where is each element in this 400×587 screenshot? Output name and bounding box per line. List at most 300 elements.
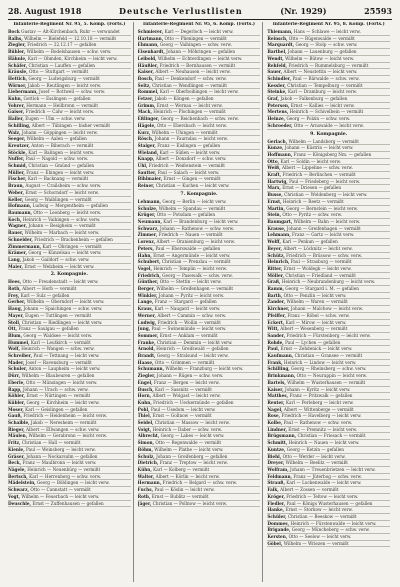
entry-name: Krüger, bbox=[137, 212, 156, 218]
entry-name: Schindler, bbox=[267, 75, 292, 81]
entry-text: Wilhelm — Blaubeuren — gefallen bbox=[21, 373, 95, 379]
list-item bbox=[138, 366, 261, 373]
list-item bbox=[138, 183, 261, 190]
entry-text: Wilhelm — Uhingen — vermißt bbox=[151, 129, 218, 135]
list-item bbox=[8, 373, 131, 380]
entry-text: Ernst — Gollnow — vermißt bbox=[152, 413, 212, 419]
entry-text: Friedrich — Rummelsburg — vermißt bbox=[288, 62, 369, 68]
entry-text: Christian — Hall — vermißt bbox=[21, 440, 81, 446]
list-item bbox=[8, 183, 131, 190]
entry-name: Schreiber, bbox=[8, 353, 33, 359]
list-item bbox=[138, 69, 261, 76]
entry-name: Schwarz, bbox=[8, 487, 29, 493]
list-item bbox=[267, 76, 390, 83]
entry-text: Ludwig — Mergentheim — gefallen bbox=[32, 203, 108, 209]
list-item bbox=[138, 474, 261, 481]
list-item bbox=[8, 96, 131, 103]
entry-name: Grimm, bbox=[137, 102, 156, 108]
entry-text: Paul — Weinsberg — leicht verw. bbox=[26, 446, 96, 452]
entry-text: Albert — Neuhausen — leicht verw. bbox=[155, 69, 231, 75]
list-item bbox=[8, 299, 131, 306]
list-item bbox=[8, 474, 131, 481]
entry-name: Braun, bbox=[8, 183, 25, 189]
entry-text: Christian — Friesack — vermißt bbox=[297, 433, 366, 439]
issue-date: 28. August 1918 bbox=[8, 6, 82, 16]
entry-name: Gerber, bbox=[8, 299, 26, 305]
list-item bbox=[267, 206, 390, 213]
list-item bbox=[138, 150, 261, 157]
entry-text: Friedrich — Havelberg — leicht verw. bbox=[281, 413, 362, 419]
list-item bbox=[8, 393, 131, 400]
entry-name: Hettich, bbox=[8, 75, 28, 81]
list-item bbox=[267, 232, 390, 239]
list-item bbox=[8, 333, 131, 340]
list-item bbox=[138, 226, 261, 233]
entry-name: Kraft, bbox=[267, 172, 282, 178]
list-item bbox=[8, 413, 131, 420]
list-item bbox=[267, 420, 390, 427]
entry-name: Ludwig, bbox=[137, 319, 157, 325]
entry-text: Friedrich — Fürstenberg — leicht verw. bbox=[286, 332, 371, 338]
issue-number: (Nr. 1929) bbox=[280, 6, 327, 16]
list-item bbox=[267, 340, 390, 347]
entry-text: Heinrich — Nauen — leicht verw. bbox=[288, 440, 360, 446]
entry-text: Wilhelm — Wriezen — vermißt bbox=[283, 540, 349, 546]
entry-text: Ernst — Premnitz — leicht verw. bbox=[288, 426, 358, 432]
list-item bbox=[138, 156, 261, 163]
entry-text: Karl — Herrenberg — schw. verw. bbox=[29, 473, 102, 479]
list-item bbox=[8, 203, 131, 210]
page-header bbox=[8, 6, 392, 18]
entry-text: Ernst — Kallies — leicht verw. bbox=[290, 102, 355, 108]
entry-text: Franz — Gartz — leicht verw. bbox=[292, 232, 355, 238]
entry-text: Anton — Biberach — vermißt bbox=[31, 142, 94, 148]
list-item bbox=[267, 346, 390, 353]
entry-text: Christian — Prenzlau — vermißt bbox=[161, 259, 231, 265]
entry-name: Heinze, bbox=[267, 116, 286, 122]
entry-name: Dietrich, bbox=[137, 460, 159, 466]
entry-name: Pohl, bbox=[137, 406, 150, 412]
list-item bbox=[267, 179, 390, 186]
list-item bbox=[8, 29, 131, 36]
entry-name: Graß, bbox=[267, 279, 281, 285]
entry-name: Mader, bbox=[8, 359, 25, 365]
entry-name: Kunze, bbox=[267, 145, 284, 151]
entry-text: Wilhelm — Bahn — leicht verw. bbox=[293, 218, 361, 224]
entry-text: Heinrich — Schivelbein — vermißt bbox=[289, 109, 364, 115]
entry-name: Kaiser, bbox=[267, 386, 284, 392]
list-item bbox=[138, 279, 261, 286]
entry-name: Neumann, bbox=[137, 218, 162, 224]
entry-text: Otto — Potsdam — gefallen bbox=[156, 212, 216, 218]
entry-text: Johann — Neckarsulm — gefallen bbox=[26, 453, 98, 459]
entry-text: Wilhelm — Bütow — leicht verw. bbox=[285, 55, 355, 61]
entry-text: Otto — Münsingen — leicht verw. bbox=[26, 379, 98, 385]
entry-name: Dommes, bbox=[267, 520, 290, 526]
list-item bbox=[8, 420, 131, 427]
entry-name: Marquardt, bbox=[267, 42, 295, 48]
list-item bbox=[267, 387, 390, 394]
entry-text: Paul — Lychen — gefallen bbox=[285, 339, 341, 345]
entry-text: Wilhelm — Bielefeld — 12.10.18 — vermißt bbox=[24, 35, 117, 41]
entry-name: Leibold, bbox=[137, 55, 157, 61]
entry-name: Böhm, bbox=[137, 446, 153, 452]
list-item bbox=[138, 212, 261, 219]
entry-name: Nuffer, bbox=[8, 156, 25, 162]
entry-name: Schäfer, bbox=[8, 62, 28, 68]
entry-name: Brigande, bbox=[267, 527, 291, 533]
list-item bbox=[267, 96, 390, 103]
list-item bbox=[267, 427, 390, 434]
entry-name: Kuhn, bbox=[137, 399, 152, 405]
list-item bbox=[138, 253, 261, 260]
entry-text: Georg — Kirchheim — leicht verw. bbox=[26, 399, 100, 405]
entry-text: Wilhelm — Greifenhagen — vermißt bbox=[156, 286, 234, 292]
list-item bbox=[267, 279, 390, 286]
list-item bbox=[8, 143, 131, 150]
entry-name: Hähnle, bbox=[8, 55, 27, 61]
entry-name: Gauß, bbox=[8, 413, 22, 419]
list-item bbox=[267, 286, 390, 293]
list-item bbox=[138, 373, 261, 380]
entry-name: Häußler, bbox=[137, 62, 159, 68]
entry-text: Johann — Möhringen — gefallen bbox=[166, 49, 236, 55]
entry-name: Wolfram, bbox=[267, 467, 289, 472]
entry-text: Gottlob — Esslingen — gefallen bbox=[23, 96, 91, 102]
list-item bbox=[8, 487, 131, 494]
entry-text: Josef — Ravensburg — vermißt bbox=[25, 359, 92, 365]
entry-name: Köhler, bbox=[8, 393, 25, 399]
entry-text: Karl — Kolberg — vermißt bbox=[153, 467, 210, 472]
entry-text: Josef — Rottweil — schw. verw. bbox=[39, 89, 106, 95]
entry-name: Eßlinger, bbox=[137, 116, 160, 122]
list-item bbox=[8, 320, 131, 327]
entry-text: Christian — Pollnow — leicht verw. bbox=[152, 500, 228, 506]
entry-name: Peters, bbox=[137, 245, 154, 251]
entry-text: Karl — Penkun — gefallen bbox=[282, 239, 338, 245]
entry-text: Christian — Gransee — vermißt bbox=[294, 353, 363, 359]
entry-name: Schüler, bbox=[267, 513, 287, 519]
entry-name: Petersen, bbox=[267, 102, 290, 108]
entry-text: Franz — Eislingen — gefallen bbox=[157, 142, 221, 148]
list-item bbox=[267, 467, 390, 474]
entry-text: Paul — Friedeberg — leicht verw. bbox=[289, 178, 361, 184]
list-item bbox=[267, 433, 390, 440]
list-item bbox=[8, 123, 131, 130]
entry-name: Kraus, bbox=[137, 306, 154, 312]
list-item bbox=[138, 454, 261, 461]
entry-text: Ernst — Bublitz — vermißt bbox=[151, 493, 209, 499]
entry-name: Vogt, bbox=[8, 493, 20, 499]
list-item bbox=[267, 165, 390, 172]
entry-text: Karl — Luckenwalde — leicht verw. bbox=[286, 480, 362, 486]
list-item bbox=[267, 393, 390, 400]
entry-text: Franz — Bergen — leicht verw. bbox=[153, 379, 220, 385]
entry-name: Simon, bbox=[137, 440, 155, 446]
entry-name: Otto, bbox=[267, 158, 280, 164]
entry-text: Jakob — Köngen — gefallen bbox=[154, 96, 214, 102]
list-item bbox=[138, 83, 261, 90]
entry-text: Karl — Geislingen — gefallen bbox=[25, 406, 88, 412]
list-item bbox=[267, 413, 390, 420]
entry-name: Weiß, bbox=[267, 165, 281, 171]
entry-name: Göbel, bbox=[267, 540, 283, 546]
entry-name: Wagner, bbox=[8, 223, 28, 229]
list-item bbox=[8, 69, 131, 76]
entry-name: Wendt, bbox=[267, 55, 284, 61]
entry-text: Eugen — Ulm — schw. verw. bbox=[25, 116, 86, 122]
entry-name: Mädelstein, bbox=[8, 480, 36, 486]
entry-text: Ernst — Woldegk — leicht verw. bbox=[283, 265, 352, 271]
entry-text: Otto — Penzlin — leicht verw. bbox=[283, 292, 347, 298]
list-item bbox=[138, 360, 261, 367]
entry-text: Jakob — Falkenburg — gefallen bbox=[280, 96, 348, 102]
entry-name: Kessler, bbox=[267, 82, 286, 88]
list-item bbox=[138, 232, 261, 239]
entry-name: Zimmermann, bbox=[8, 243, 42, 249]
entry-text: Franz — Stargard — gefallen bbox=[154, 299, 217, 305]
column-heading: Infanterie-Regiment Nr. 95, 5. Komp. (Forts.) bbox=[13, 22, 126, 27]
list-item bbox=[267, 259, 390, 266]
list-item bbox=[8, 501, 131, 508]
entry-name: Frey, bbox=[8, 292, 20, 298]
entry-text: Ernst — Zehdenick — leicht verw. bbox=[280, 346, 353, 352]
list-item bbox=[267, 480, 390, 487]
entry-name: Horn, bbox=[137, 393, 152, 399]
entry-name: Schilling, bbox=[8, 122, 31, 128]
entry-name: Ritter, bbox=[267, 265, 283, 271]
entry-name: Sautter, bbox=[137, 169, 157, 175]
entry-text: Otto — Stuttgart — vermißt bbox=[29, 69, 89, 75]
list-item bbox=[8, 109, 131, 116]
entry-text: Franz — Saulgau — gefallen bbox=[18, 326, 79, 332]
list-item bbox=[8, 130, 131, 137]
entry-name: Mertens, bbox=[267, 109, 289, 115]
entry-text: Otto — Seelow — leicht verw. bbox=[288, 534, 352, 540]
entry-name: Gaiser, bbox=[8, 109, 25, 115]
entry-name: Barthel, bbox=[267, 49, 287, 55]
entry-name: Seitz, bbox=[137, 82, 151, 88]
entry-text: Franz — Maulbronn — leicht verw. bbox=[22, 460, 97, 466]
entry-name: Fischer, bbox=[8, 176, 27, 182]
entry-name: Marx, bbox=[267, 185, 281, 191]
list-item bbox=[267, 212, 390, 219]
list-item bbox=[138, 136, 261, 143]
entry-text: Georg — Rheinsberg — schw. verw. bbox=[291, 366, 367, 372]
entry-name: Rieger, bbox=[8, 426, 25, 432]
entry-text: Albert — Lippehne — schw. verw. bbox=[281, 165, 353, 171]
entry-name: Wörner, bbox=[8, 82, 27, 88]
list-item bbox=[138, 116, 261, 123]
list-item bbox=[267, 380, 390, 387]
entry-text: Albert — Horb — vermißt bbox=[22, 286, 77, 292]
entry-name: Fuchs, bbox=[137, 487, 154, 493]
entry-text: Georg — Berlin — leicht verw. bbox=[162, 198, 227, 204]
entry-text: Christian — Friedland — vermißt bbox=[285, 272, 356, 278]
list-item bbox=[8, 156, 131, 163]
list-item bbox=[267, 56, 390, 63]
list-item bbox=[138, 89, 261, 96]
entry-name: Krämer, bbox=[8, 250, 28, 256]
entry-name: Fiedler, bbox=[267, 500, 286, 506]
list-item bbox=[8, 250, 131, 257]
list-item bbox=[138, 380, 261, 387]
entry-name: Knapp, bbox=[137, 156, 155, 162]
entry-text: Friedrich — Heidenheim — leicht verw. bbox=[23, 413, 108, 419]
entry-name: Roth, bbox=[8, 286, 21, 292]
entry-name: Heinrich, bbox=[267, 259, 290, 265]
entry-name: Kuhn, bbox=[8, 96, 23, 102]
entry-text: Friedrich — Berlinchen — vermißt bbox=[282, 172, 356, 178]
list-item bbox=[8, 454, 131, 461]
entry-text: Johann — Pyritz — leicht verw. bbox=[158, 292, 225, 298]
list-item bbox=[138, 447, 261, 454]
entry-name: Steinke, bbox=[267, 89, 287, 95]
entry-name: Kurz, bbox=[137, 129, 151, 135]
entry-text: Heinrich — Fürstenwalde — leicht verw. bbox=[290, 520, 377, 526]
entry-name: Blum, bbox=[8, 332, 23, 338]
entry-name: Kräusle, bbox=[8, 69, 28, 75]
entry-text: Paul — Salach — leicht verw. bbox=[157, 169, 220, 175]
entry-text: Otto — Plieningen — vermißt bbox=[164, 35, 227, 41]
entry-text: Christian — Kuchen — leicht verw. bbox=[155, 183, 230, 189]
entry-text: Paul — Bärwalde — schw. verw. bbox=[292, 75, 360, 81]
entry-text: Johann — Lauenburg — gefallen bbox=[287, 49, 357, 55]
entry-text: Paul — Swinemünde — leicht verw. bbox=[151, 326, 227, 332]
entry-text: Friedrich — 22.12.17 — gefallen bbox=[27, 42, 97, 48]
entry-name: Witt, bbox=[267, 326, 279, 332]
list-item bbox=[8, 210, 131, 217]
entry-name: Schuler, bbox=[8, 366, 28, 372]
entry-text: Otto — Arnswalde — leicht verw. bbox=[293, 122, 364, 128]
entry-text: Franz — Röbel — schw. verw. bbox=[287, 312, 350, 318]
entry-name: Kienle, bbox=[8, 446, 25, 452]
entry-name: Bihlmaier, bbox=[137, 176, 163, 182]
entry-name: Schubert, bbox=[137, 259, 161, 265]
list-item bbox=[267, 239, 390, 246]
entry-name: Nagel, bbox=[267, 406, 283, 412]
header-rule bbox=[8, 19, 392, 20]
entry-text: Wilhelm — Waren — vermißt bbox=[286, 299, 348, 305]
entry-text: Friedrich — Calw — leicht verw. bbox=[25, 109, 95, 115]
entry-text: Wilhelm — Feuerbach — leicht verw. bbox=[21, 493, 100, 499]
list-item bbox=[8, 467, 131, 474]
entry-name: Gerlach, bbox=[267, 138, 288, 144]
entry-text: Ernst — Angermünde — leicht verw. bbox=[153, 252, 231, 258]
list-item bbox=[138, 494, 261, 501]
list-item bbox=[267, 172, 390, 179]
list-item bbox=[267, 152, 390, 159]
entry-text: Heinrich — Reetz — vermißt bbox=[282, 198, 344, 204]
list-item bbox=[138, 387, 261, 394]
list-item bbox=[8, 176, 131, 183]
entry-name: Jung, bbox=[137, 326, 151, 332]
entry-name: Baumann, bbox=[8, 209, 32, 215]
list-item bbox=[8, 264, 131, 271]
entry-text: Karl — Balingen — leicht verw. bbox=[28, 149, 95, 155]
entry-name: Winkler, bbox=[137, 292, 158, 298]
entry-name: Rehfeld, bbox=[267, 62, 287, 68]
list-item bbox=[138, 103, 261, 110]
entry-name: Sander, bbox=[267, 332, 286, 338]
entry-name: Haug, bbox=[8, 306, 23, 312]
list-item bbox=[8, 217, 131, 224]
entry-name: Stoll, bbox=[8, 319, 21, 325]
entry-name: Wolf, bbox=[8, 346, 20, 352]
list-item bbox=[138, 340, 261, 347]
entry-name: Busse, bbox=[267, 192, 283, 198]
list-item bbox=[267, 116, 390, 123]
list-item bbox=[138, 326, 261, 333]
entry-name: Beyer, bbox=[267, 245, 283, 251]
entry-name: Busch, bbox=[137, 386, 154, 392]
entry-text: Georg — Stolp — schw. verw. bbox=[295, 42, 358, 48]
entry-name: Biehl, bbox=[267, 453, 282, 459]
entry-name: Mack, bbox=[137, 109, 152, 115]
list-item bbox=[267, 474, 390, 481]
list-item bbox=[8, 447, 131, 454]
list-item bbox=[267, 366, 390, 373]
entry-text: Otto — Rügenwalde — vermißt bbox=[288, 35, 355, 41]
entry-name: Kuntze, bbox=[267, 446, 286, 452]
entry-name: Günther, bbox=[137, 279, 159, 285]
entry-text: Wilhelm — Landsberg — vermißt bbox=[288, 138, 359, 144]
entry-name: Wieland, bbox=[137, 149, 159, 155]
list-item bbox=[8, 63, 131, 70]
entry-name: Vogel, bbox=[137, 265, 152, 271]
list-item bbox=[138, 96, 261, 103]
entry-name: Mayer, bbox=[8, 312, 24, 318]
list-item bbox=[8, 460, 131, 467]
entry-text: Franz — Treptow — leicht verw. bbox=[159, 460, 228, 466]
list-item bbox=[138, 400, 261, 407]
entry-name: Uhl, bbox=[137, 163, 148, 169]
entry-name: Kersten, bbox=[267, 534, 288, 540]
entry-text: Karl — Süßen — leicht verw. bbox=[159, 149, 221, 155]
list-item bbox=[138, 56, 261, 63]
entry-text: Christian — Massow — leicht verw. bbox=[154, 420, 230, 426]
list-item bbox=[267, 460, 390, 467]
list-item bbox=[138, 433, 261, 440]
entry-name: Möller, bbox=[267, 272, 284, 278]
list-item bbox=[8, 103, 131, 110]
entry-name: Bartels, bbox=[267, 379, 286, 385]
entry-text: Ernst — Zuffenhausen — gefallen bbox=[32, 500, 104, 506]
entry-text: Karl — Oberboihingen — leicht verw. bbox=[159, 89, 239, 95]
entry-text: Christian — Wendlingen — vermißt bbox=[152, 82, 228, 88]
list-item bbox=[8, 340, 131, 347]
entry-name: Lehmann, bbox=[137, 198, 162, 204]
entry-text: Paul — Denkendorf — schw. verw. bbox=[154, 75, 227, 81]
entry-text: Paul — Usedom — leicht verw. bbox=[150, 406, 216, 412]
entry-text: Friedrich — Belgard — schw. verw. bbox=[162, 480, 237, 486]
entry-text: Heinrich — Vaihingen — schw. verw. bbox=[22, 216, 101, 222]
list-item bbox=[267, 400, 390, 407]
list-item bbox=[8, 237, 131, 244]
list-item bbox=[138, 413, 261, 420]
list-item bbox=[267, 333, 390, 340]
entry-name: Jäger, bbox=[137, 500, 152, 506]
list-item bbox=[267, 63, 390, 70]
list-item bbox=[267, 226, 390, 233]
entry-name: Frank, bbox=[267, 359, 283, 365]
entry-text: Gustav — Alt-Kirchenbach, Ruhr — verwundet bbox=[21, 29, 120, 34]
entry-text: Paul — Königs Wusterhausen — gefallen bbox=[286, 500, 373, 506]
list-item bbox=[8, 49, 131, 56]
entry-text: Paul — Strasburg — vermißt bbox=[290, 259, 352, 265]
entry-text: Heinrich — Neubrandenburg — leicht verw. bbox=[281, 279, 376, 285]
entry-name: Hermann, bbox=[137, 480, 162, 486]
